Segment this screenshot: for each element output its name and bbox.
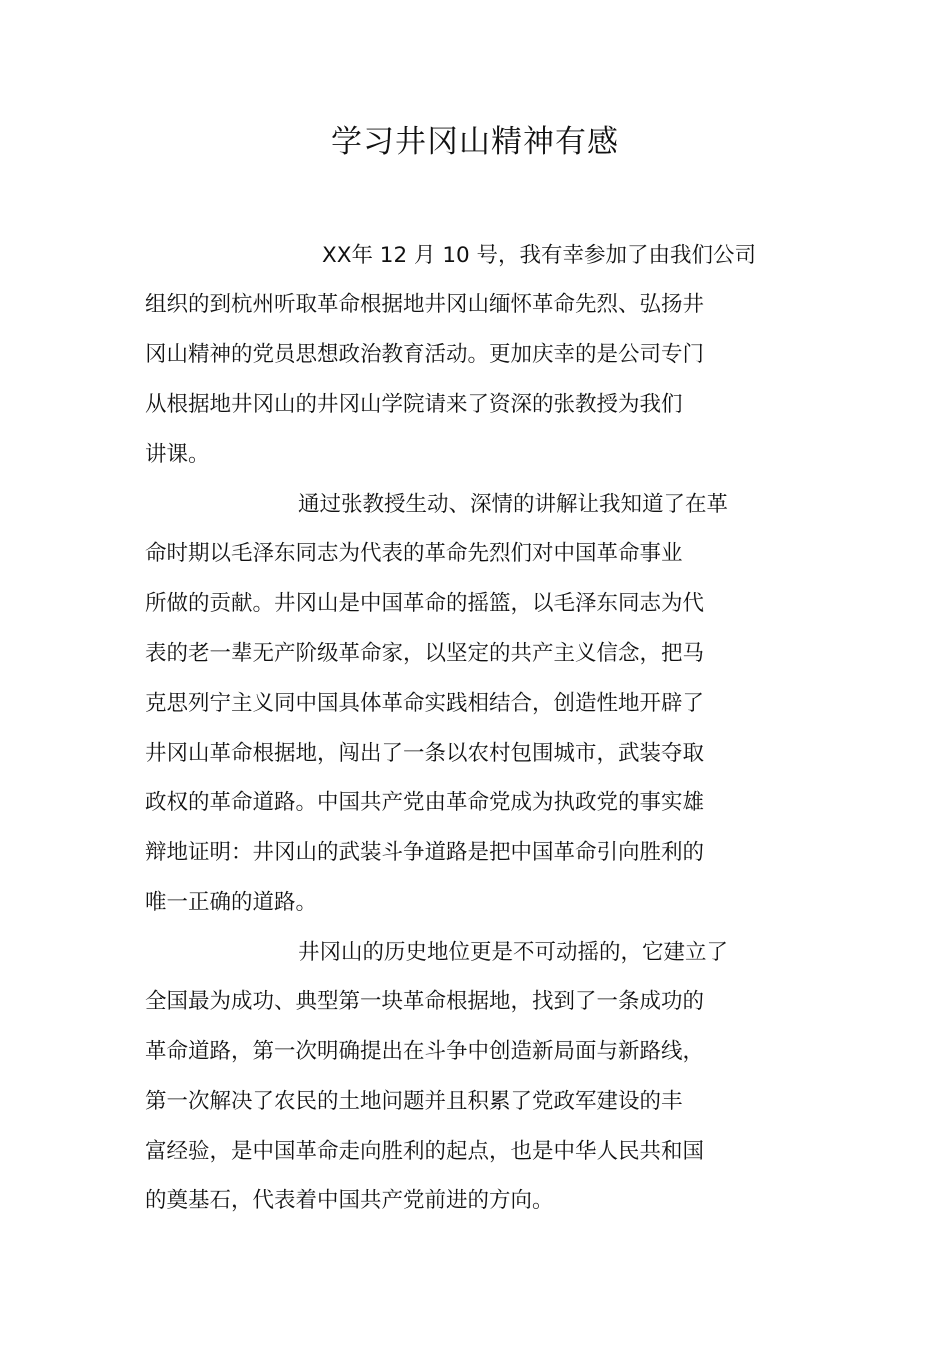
paragraph-3-line-5: 富经验，是中国革命走向胜利的起点，也是中华人民共和国 [145, 1139, 705, 1164]
paragraph-1-line-2: 组织的到杭州听取革命根据地井冈山缅怀革命先烈、弘扬井 [145, 292, 705, 317]
paragraph-3-line-4: 第一次解决了农民的土地问题并且积累了党政军建设的丰 [145, 1089, 683, 1114]
paragraph-2-line-9: 唯一正确的道路。 [145, 890, 318, 915]
paragraph-2-line-7: 政权的革命道路。中国共产党由革命党成为执政党的事实雄 [145, 790, 705, 815]
paragraph-2-line-1: 通过张教授生动、深情的讲解让我知道了在革 [298, 492, 729, 517]
paragraph-3-line-3: 革命道路，第一次明确提出在斗争中创造新局面与新路线， [145, 1039, 705, 1064]
paragraph-2-line-4: 表的老一辈无产阶级革命家，以坚定的共产主义信念，把马 [145, 641, 705, 666]
paragraph-3-line-6: 的奠基石，代表着中国共产党前进的方向。 [145, 1188, 554, 1213]
paragraph-2-line-8: 辩地证明：井冈山的武装斗争道路是把中国革命引向胜利的 [145, 840, 705, 865]
paragraph-1-line-3: 冈山精神的党员思想政治教育活动。更加庆幸的是公司专门 [145, 342, 705, 367]
paragraph-1-line-4: 从根据地井冈山的井冈山学院请来了资深的张教授为我们 [145, 392, 683, 417]
paragraph-2-line-6: 井冈山革命根据地，闯出了一条以农村包围城市，武装夺取 [145, 741, 705, 766]
paragraph-1-line-5: 讲课。 [145, 442, 210, 467]
paragraph-2-line-3: 所做的贡献。井冈山是中国革命的摇篮，以毛泽东同志为代 [145, 591, 705, 616]
paragraph-3-line-1: 井冈山的历史地位更是不可动摇的，它建立了 [298, 940, 729, 965]
paragraph-2-line-5: 克思列宁主义同中国具体革命实践相结合，创造性地开辟了 [145, 691, 705, 716]
paragraph-1-line-1: XX年 12 月 10 号，我有幸参加了由我们公司 [322, 243, 757, 268]
paragraph-3-line-2: 全国最为成功、典型第一块革命根据地，找到了一条成功的 [145, 989, 705, 1014]
document-title: 学习井冈山精神有感 [331, 124, 619, 160]
paragraph-2-line-2: 命时期以毛泽东同志为代表的革命先烈们对中国革命事业 [145, 541, 683, 566]
